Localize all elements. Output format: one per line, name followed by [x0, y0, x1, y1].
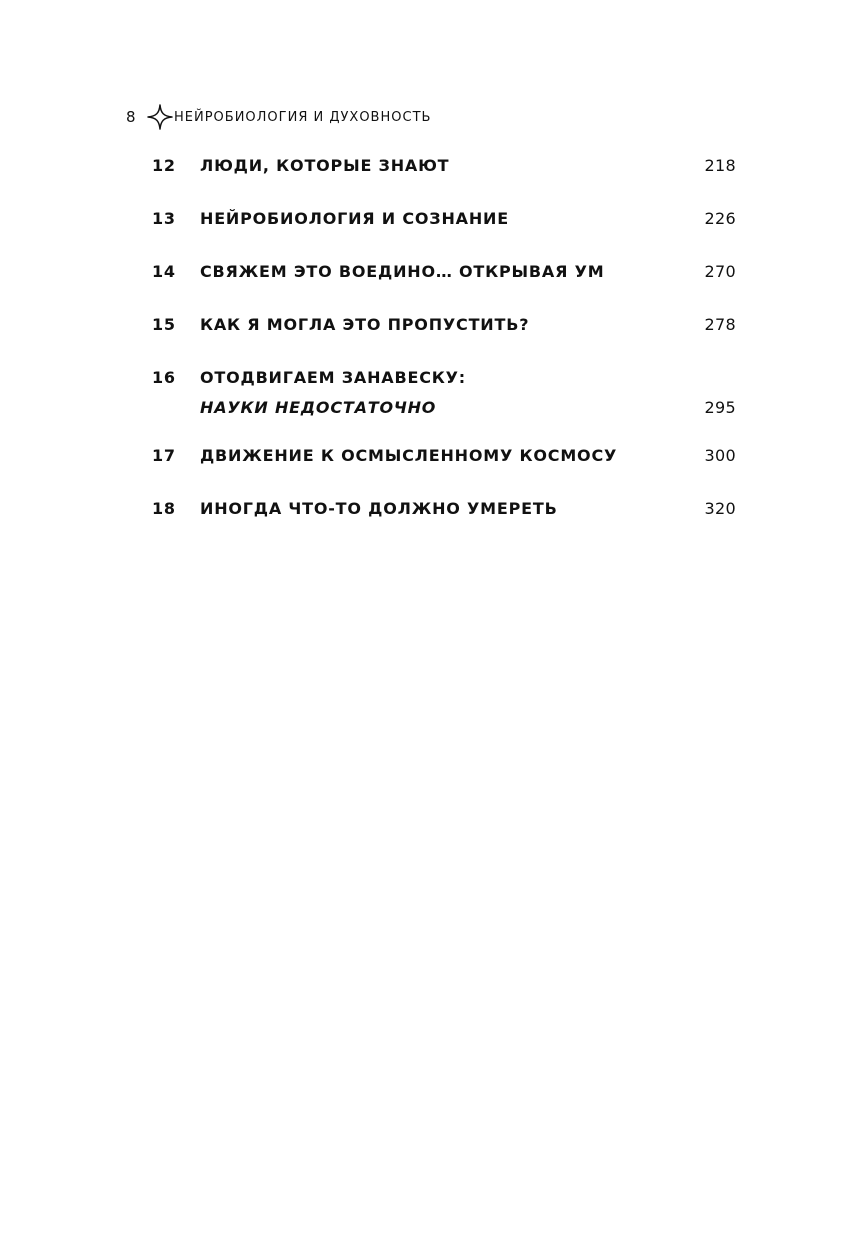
chapter-title: ИНОГДА ЧТО-ТО ДОЛЖНО УМЕРЕТЬ	[200, 499, 558, 518]
toc-line	[152, 262, 736, 282]
chapter-subtitle: НАУКИ НЕДОСТАТОЧНО	[200, 398, 437, 417]
chapter-title: ОТОДВИГАЕМ ЗАНАВЕСКУ:	[200, 368, 466, 387]
toc-entry-13[interactable]	[152, 209, 736, 229]
chapter-page-number: 320	[704, 499, 736, 518]
chapter-page-number: 300	[704, 446, 736, 465]
chapter-page-number: 278	[704, 315, 736, 334]
chapter-number: 13	[152, 209, 176, 228]
chapter-number: 18	[152, 499, 176, 518]
chapter-page-number: 295	[704, 398, 736, 417]
toc-entry-15[interactable]	[152, 315, 736, 335]
chapter-number: 17	[152, 446, 176, 465]
page-number: 8	[126, 107, 136, 126]
toc-entry-17[interactable]	[152, 446, 736, 466]
chapter-title: СВЯЖЕМ ЭТО ВОЕДИНО… ОТКРЫВАЯ УМ	[200, 262, 605, 281]
toc-line	[152, 156, 736, 176]
chapter-title: ЛЮДИ, КОТОРЫЕ ЗНАЮТ	[200, 156, 450, 175]
chapter-number: 14	[152, 262, 176, 281]
toc-line	[152, 398, 736, 418]
toc-line	[152, 499, 736, 519]
chapter-number: 12	[152, 156, 176, 175]
toc-line	[152, 209, 736, 229]
chapter-title: ДВИЖЕНИЕ К ОСМЫСЛЕННОМУ КОСМОСУ	[200, 446, 618, 465]
chapter-page-number: 218	[704, 156, 736, 175]
running-head	[126, 104, 431, 130]
toc-entry-16[interactable]	[152, 368, 736, 418]
toc-line	[152, 446, 736, 466]
chapter-number: 16	[152, 368, 176, 387]
chapter-page-number: 270	[704, 262, 736, 281]
toc-entry-14[interactable]	[152, 262, 736, 282]
four-point-star-icon	[146, 104, 174, 130]
toc-line	[152, 315, 736, 335]
chapter-title: КАК Я МОГЛА ЭТО ПРОПУСТИТЬ?	[200, 315, 530, 334]
chapter-number: 15	[152, 315, 176, 334]
chapter-page-number: 226	[704, 209, 736, 228]
toc-entry-18[interactable]	[152, 499, 736, 519]
chapter-title: НЕЙРОБИОЛОГИЯ И СОЗНАНИЕ	[200, 209, 509, 228]
running-title: НЕЙРОБИОЛОГИЯ И ДУХОВНОСТЬ	[174, 109, 432, 125]
toc-entry-12[interactable]	[152, 156, 736, 176]
toc-line	[152, 368, 736, 388]
table-of-contents	[152, 156, 736, 552]
